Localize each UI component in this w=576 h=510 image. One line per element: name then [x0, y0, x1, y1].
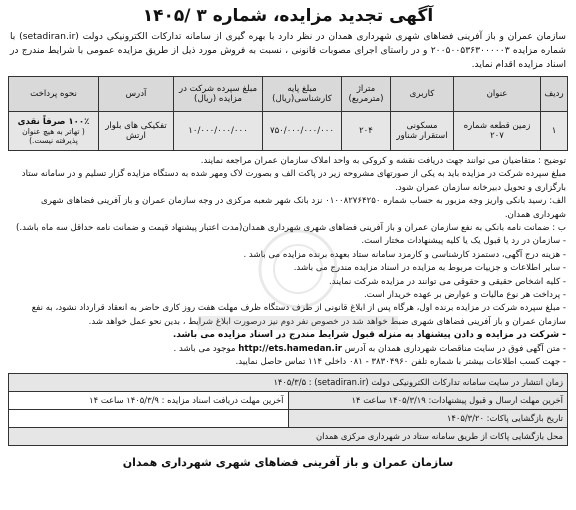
- note-option-a: الف: رسید بانکی واریز وجه مزبور به حساب شماره ۰۱۰۰۸۲۷۶۴۲۵۰ نزد بانک شهر شعبه مرکزی در وجه سازمان عمران و باز آفرینی فضاهای شهری شهرداری همدان.: [40, 196, 566, 220]
- note-option-b: ب : ضمانت نامه بانکی به نفع سازمان عمران و باز آفرینی فضاهای شهری شهرداری همدان(مدت اعتبار پیشنهاد قیمت و ضمانت نامه حداقل سه ماه باشد.): [16, 223, 566, 234]
- publish-date: زمان انتشار در سایت سامانه تدارکات الکترونیکی دولت (setadiran.ir) : ۱۴۰۵/۳/۵: [9, 373, 568, 391]
- col-row: ردیف: [541, 77, 568, 112]
- footer-organization: سازمان عمران و باز آفرینی فضاهای شهری شهرداری همدان: [122, 455, 454, 469]
- bullet-item: - سازمان در رد یا قبول یک یا کلیه پیشنهادات مختار است.: [10, 235, 566, 248]
- opening-place: محل بازگشایی پاکات از طریق سامانه ستاد در شهرداری مرکزی همدان: [9, 427, 568, 445]
- opening-date: تاریخ بازگشایی پاکات: ۱۴۰۵/۳/۲۰: [288, 409, 568, 427]
- col-area: متراژ (مترمربع): [342, 77, 391, 112]
- auction-items-table: [8, 76, 568, 151]
- notice-title: آگهی تجدید مزایده، شماره ۳ /۱۴۰۵: [142, 6, 434, 26]
- cell-title: زمین قطعه شماره ۲۰۷: [454, 112, 541, 151]
- cell-usage: مسکونی استقرار شناور: [391, 112, 454, 151]
- payment-note: ( تهاتر به هیچ عنوان پذیرفته نیست.): [22, 127, 85, 145]
- bullet-item: - کلیه اشخاص حقیقی و حقوقی می توانند در مزایده شرکت نمایند.: [10, 276, 566, 289]
- opening-place-spacer: [9, 409, 289, 427]
- bullet-item: - هزینه درج آگهی، دستمزد کارشناسی و کارمزد سامانه ستاد بعهده برنده مزایده می باشد .: [10, 249, 566, 262]
- col-deposit: مبلغ سپرده شرکت در مزایده (ریال): [174, 77, 263, 112]
- bullet-item: - سایر اطلاعات و جزییات مربوط به مزایده در اسناد مزایده مندرج می باشد.: [10, 262, 566, 275]
- website-line-suffix: موجود می باشد .: [173, 343, 236, 354]
- submit-deadline: آخرین مهلت ارسال و قبول پیشنهادات: ۱۴۰۵/۳/۱۹ ساعت ۱۴: [288, 391, 568, 409]
- intro-paragraph: سازمان عمران و باز آفرینی فضاهای شهری شهرداری همدان در نظر دارد با بهره گیری از سامانه تدارکات الکترونیکی دولت (setadiran.ir) با شماره مزایده ۲۰۰۵۰۰۵۳۶۳۰۰۰۰۰۳ و در راستای اجرای مصوبات قانونی ، نسبت به فروش مورد ذیل از طریق مزایده عمومی با شرایط مندرج در اسناد مزایده اقدام نماید.: [10, 31, 566, 70]
- col-usage: کاربری: [391, 77, 454, 112]
- cell-deposit: ۱۰/۰۰۰/۰۰۰/۰۰۰: [174, 112, 263, 151]
- doc-deadline: آخرین مهلت دریافت اسناد مزایده : ۱۴۰۵/۳/۹ ساعت ۱۴: [9, 391, 289, 409]
- table-header-row: [9, 77, 568, 112]
- col-payment: نحوه پرداخت: [9, 77, 99, 112]
- bullet-item: - مبلغ سپرده شرکت در مزایده برنده اول، هرگاه پس از ابلاغ قانونی از طرف دستگاه ظرف مهلت هفت روز کاری حاضر به انعقاد قرارداد نشود، به نفع سازمان عمران و باز آفرینی فضاهای شهری ضبط خواهد شد در خصوص نفر دوم نیز درصورت ابلاغ شرایط ، بدین نحو عمل خواهد شد.: [10, 302, 566, 329]
- table-row: [9, 112, 568, 151]
- notes-section: [10, 155, 566, 370]
- website-line: [10, 343, 566, 356]
- cell-area: ۲۰۴: [342, 112, 391, 151]
- bullet-item: - پرداخت هر نوع مالیات و عوارض بر عهده خریدار است.: [10, 289, 566, 302]
- note-description: توضیح : متقاضیان می توانند جهت دریافت نقشه و کروکی به واحد املاک سازمان عمران مراجعه نمایند.: [200, 156, 566, 166]
- cell-base-price: ۷۵۰/۰۰۰/۰۰۰/۰۰۰: [263, 112, 342, 151]
- cell-payment: [9, 112, 99, 151]
- cell-row: ۱: [541, 112, 568, 151]
- website-line-prefix: متن آگهی فوق در سایت مناقصات شهرداری همدان به آدرس: [344, 343, 561, 354]
- payment-main: ۱۰۰٪ صرفاً نقدی: [17, 117, 90, 127]
- website-link[interactable]: http://ets.hamedan.ir: [238, 343, 342, 354]
- bold-condition-note: - شرکت در مزایده و دادن پیشنهاد به منزله قبول شرایط مندرج در اسناد مزایده می باشد.: [10, 329, 566, 342]
- dates-table: [8, 373, 568, 446]
- contact-line: - جهت کسب اطلاعات بیشتر با شماره تلفن ۳۸۳۰۴۹۶۰ - ۰۸۱ داخلی ۱۱۴ تماس حاصل نمایید.: [10, 356, 566, 369]
- auction-notice: [8, 4, 568, 506]
- col-address: آدرس: [99, 77, 174, 112]
- col-title: عنوان: [454, 77, 541, 112]
- cell-address: تفکیکی های بلوار ارتش: [99, 112, 174, 151]
- col-base-price: مبلغ پایه کارشناسی(ریال): [263, 77, 342, 112]
- note-deposit: مبلغ سپرده شرکت در مزایده باید به یکی از صورتهای مشروحه زیر در پاکت الف و بصورت لاک ومهر شده به دستگاه مزایده گزار تسلیم و در سامانه ستاد بارگزاری و تحویل دبیرخانه سازمان عمران شود.: [21, 169, 566, 193]
